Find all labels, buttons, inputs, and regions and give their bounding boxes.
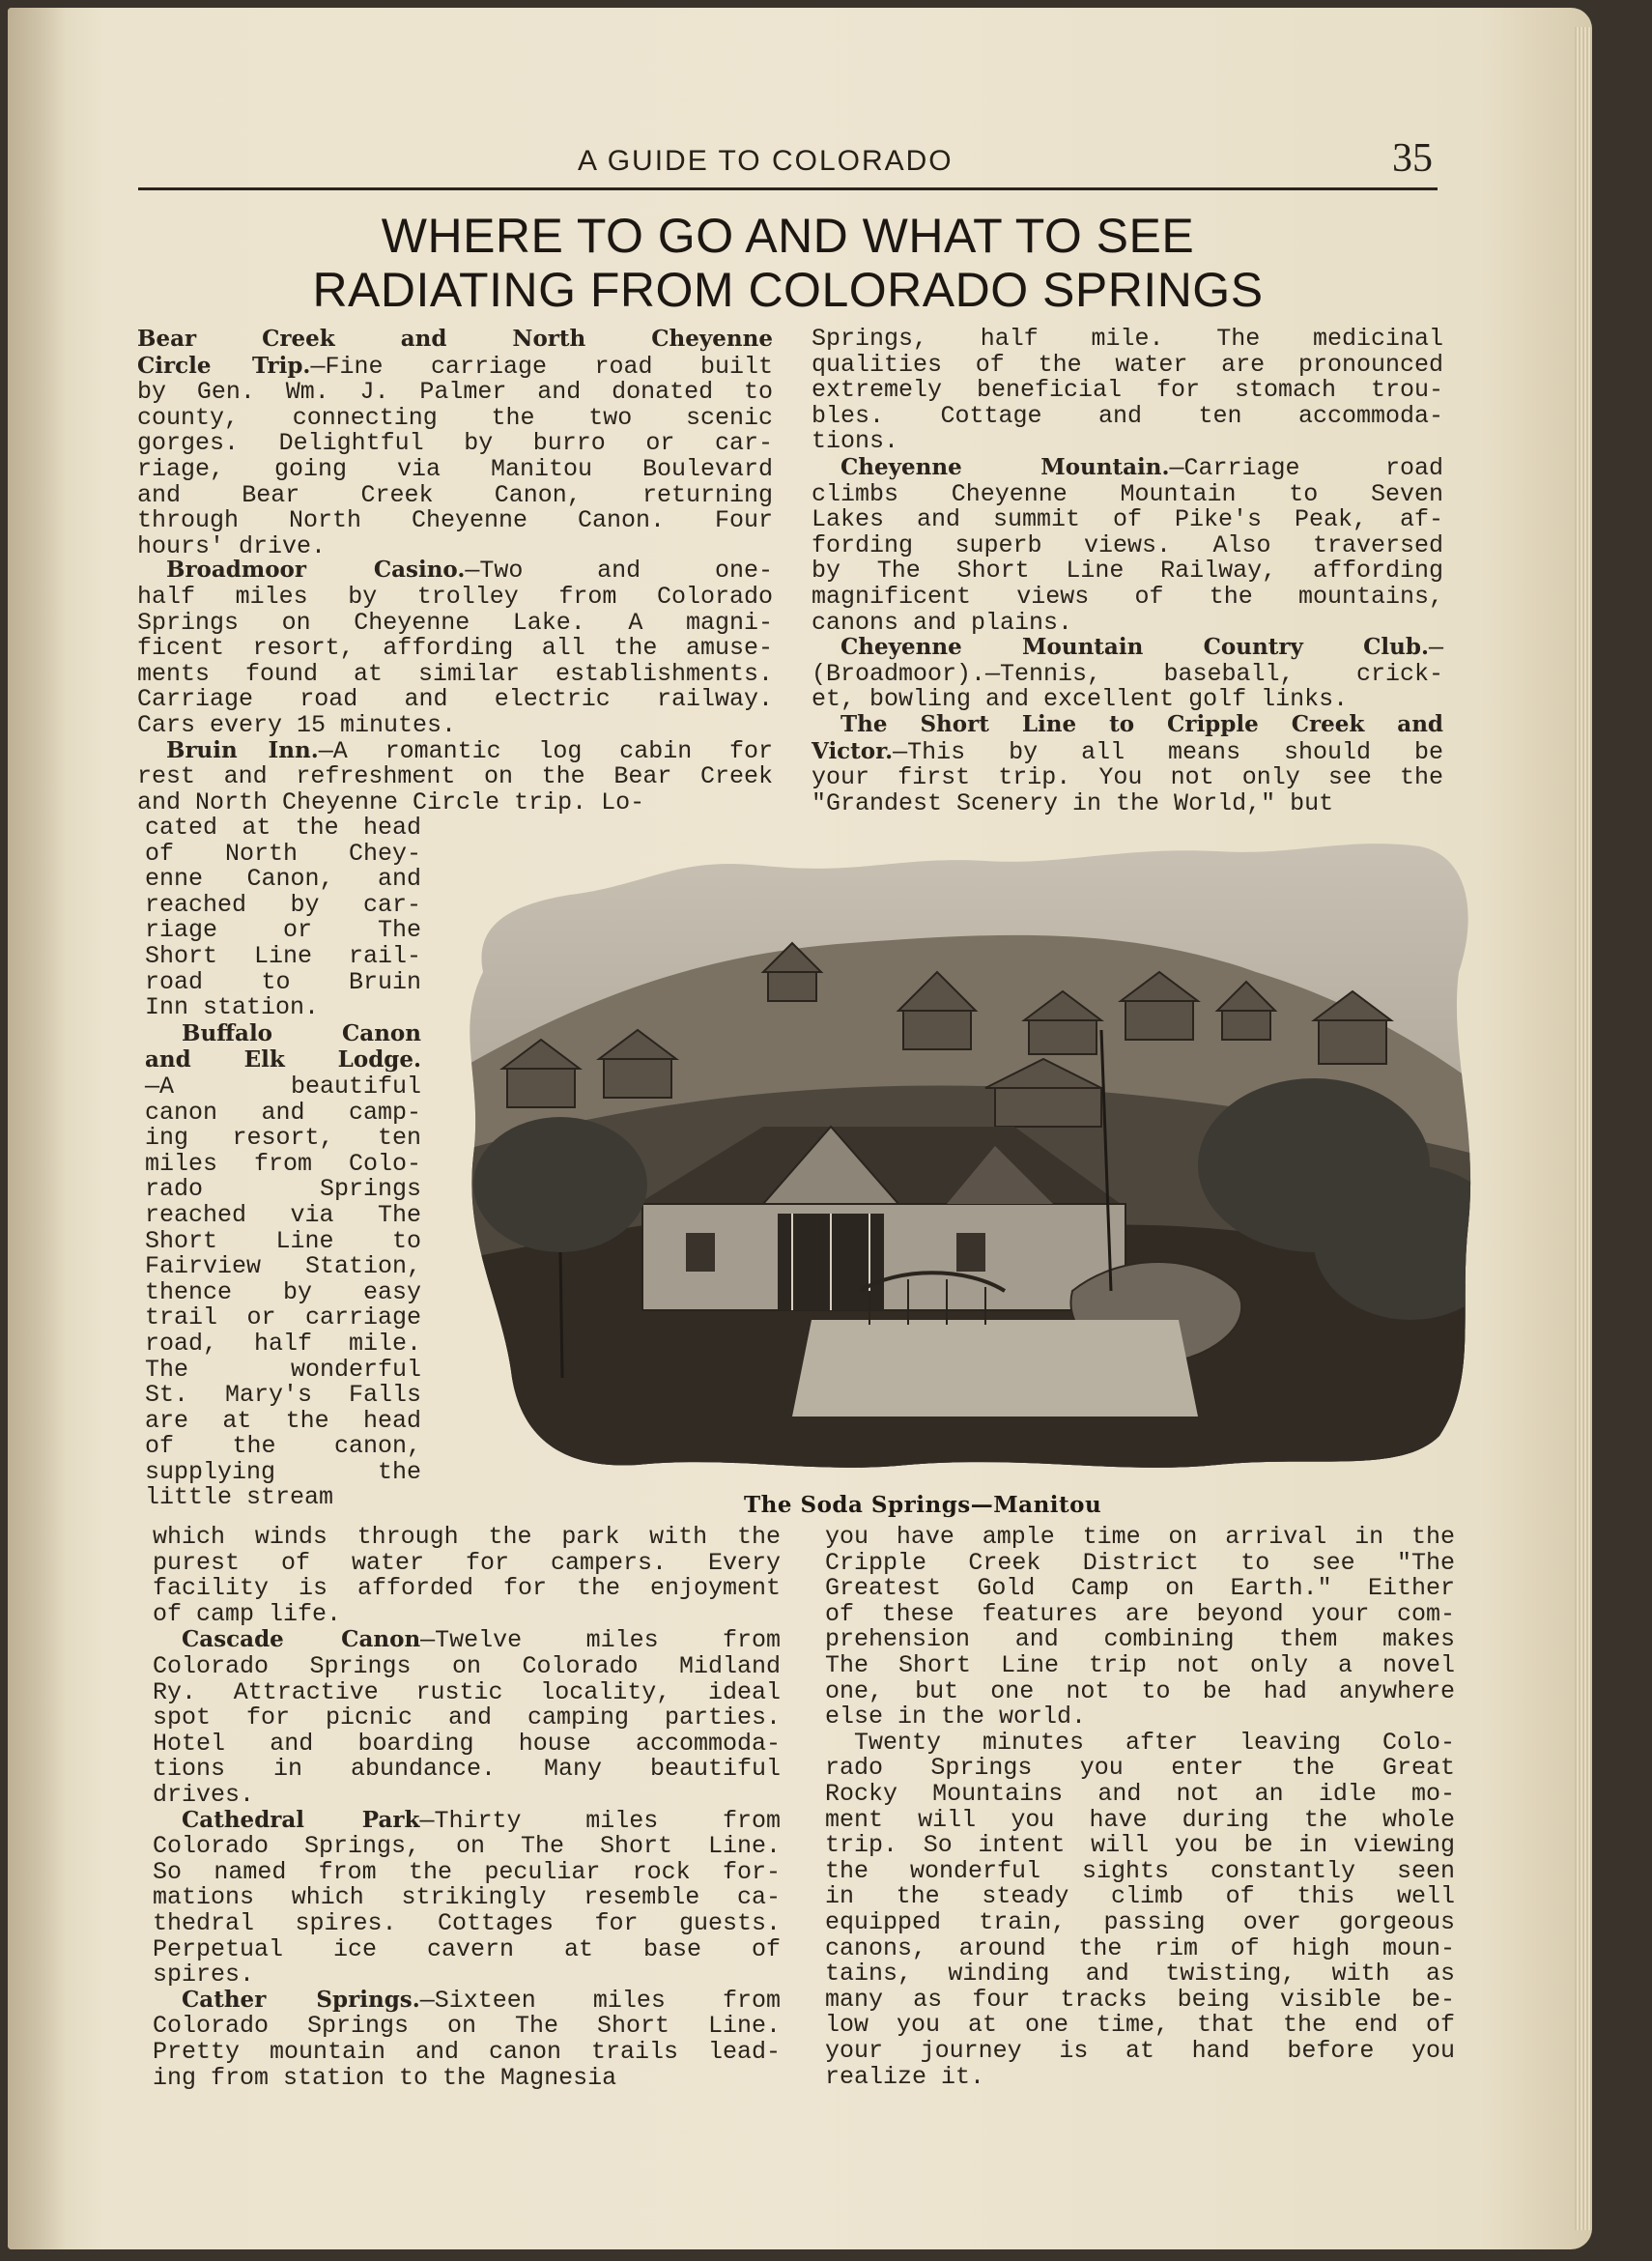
text-line: by The Short Line Railway, affording — [812, 557, 1443, 586]
text-line: Cars every 15 minutes. — [137, 710, 457, 739]
text-line: of camp life. — [153, 1599, 342, 1628]
text-line: fording superb views. Also traversed — [812, 530, 1443, 559]
text-line: the wonderful sights constantly seen — [825, 1856, 1455, 1885]
text-line: road, half mile. — [145, 1329, 421, 1358]
text-line: Ry. Attractive rustic locality, ideal — [153, 1677, 781, 1706]
text-line: thedral spires. Cottages for guests. — [153, 1908, 781, 1937]
soda-springs-photo — [444, 837, 1482, 1474]
paragraph — [153, 1525, 781, 1627]
text-line: Carriage road and electric railway. — [137, 685, 773, 714]
text-line: Cheyenne Mountain Country Club.— — [840, 634, 1443, 663]
paragraph — [137, 327, 773, 559]
text-line: hours' drive. — [137, 531, 327, 560]
text-line: qualities of the water are pronounced — [812, 350, 1443, 379]
text-line: half miles by trolley from Colorado — [137, 582, 773, 611]
text-line: The Short Line trip not only a novel — [825, 1650, 1455, 1679]
text-line: extremely beneficial for stomach trou- — [812, 376, 1443, 405]
text-line: else in the world. — [825, 1703, 1087, 1732]
text-line: Colorado Springs on Colorado Midland — [153, 1651, 781, 1680]
photo-caption: The Soda Springs—Manitou — [744, 1492, 1102, 1518]
paragraph — [153, 1988, 781, 2091]
text-line: et, bowling and excellent golf links. — [812, 685, 1349, 714]
text-line: of these features are beyond your com- — [825, 1599, 1455, 1628]
text-line: "Grandest Scenery in the World," but — [812, 788, 1334, 817]
text-line: tions. — [812, 427, 899, 456]
paragraph — [812, 712, 1443, 816]
paragraph — [153, 1808, 781, 1989]
text-line: supplying the — [145, 1457, 421, 1486]
text-line: Cheyenne Mountain.—Carriage road — [840, 454, 1443, 482]
text-line: Greatest Gold Camp on Earth." Either — [825, 1574, 1455, 1603]
text-line: Bear Creek and North Cheyenne — [137, 326, 773, 352]
text-line: low you at one time, that the end of — [825, 2011, 1455, 2040]
text-line: thence by easy — [145, 1277, 421, 1306]
text-line: riage or The — [145, 916, 421, 945]
text-line: spot for picnic and camping parties. — [153, 1703, 781, 1732]
paragraph — [153, 1627, 781, 1808]
text-line: and Bear Creek Canon, returning — [137, 480, 773, 509]
text-line: canons and plains. — [812, 608, 1073, 637]
text-line: canon and camp- — [145, 1098, 421, 1127]
text-line: enne Canon, and — [145, 865, 421, 894]
text-line: reached via The — [145, 1200, 421, 1229]
text-line: you have ample time on arrival in the — [825, 1523, 1455, 1551]
text-line: Springs, half mile. The medicinal — [812, 325, 1443, 353]
text-line: your first trip. You not only see the — [812, 763, 1443, 792]
text-line: Pretty mountain and canon trails lead- — [153, 2037, 781, 2066]
text-line: Circle Trip.—Fine carriage road built — [137, 352, 773, 381]
text-line: Cripple Creek District to see "The — [825, 1548, 1455, 1577]
page-edges — [1575, 27, 1592, 2230]
paragraph — [812, 455, 1443, 636]
text-line: and North Cheyenne Circle trip. Lo- — [137, 787, 645, 816]
text-line: Springs on Cheyenne Lake. A magni- — [137, 608, 773, 637]
text-line: your journey is at hand before you — [825, 2036, 1455, 2065]
text-line: The Short Line to Cripple Creek and — [840, 711, 1443, 737]
text-line: riage, going via Manitou Boulevard — [137, 454, 773, 483]
text-line: Lakes and summit of Pike's Peak, af- — [812, 505, 1443, 534]
text-line: —A beautiful — [145, 1072, 421, 1101]
header-rule — [138, 187, 1438, 190]
text-line: through North Cheyenne Canon. Four — [137, 506, 773, 535]
text-line: tions in abundance. Many beautiful — [153, 1755, 781, 1784]
text-line: Colorado Springs, on The Short Line. — [153, 1832, 781, 1861]
text-line: Rocky Mountains and not an idle mo- — [825, 1779, 1455, 1808]
text-line: equipped train, passing over gorgeous — [825, 1907, 1455, 1936]
text-line: are at the head — [145, 1406, 421, 1435]
text-line: ing from station to the Magnesia — [153, 2063, 617, 2092]
text-line: spires. — [153, 1960, 255, 1989]
text-line: facility is afforded for the enjoyment — [153, 1574, 781, 1603]
paragraph — [812, 635, 1443, 713]
title-line-1: WHERE TO GO AND WHAT TO SEE — [381, 209, 1195, 263]
text-line: Cathedral Park—Thirty miles from — [182, 1806, 782, 1835]
paragraph — [137, 558, 773, 738]
paragraph — [145, 1021, 421, 1511]
paragraph — [137, 738, 773, 816]
text-line: realize it. — [825, 2062, 985, 2091]
text-line: Inn station. — [145, 993, 320, 1022]
text-line: Bruin Inn.—A romantic log cabin for — [166, 736, 774, 765]
text-line: So named from the peculiar rock for- — [153, 1857, 781, 1886]
text-line: reached by car- — [145, 890, 421, 919]
text-line: ficent resort, affording all the amuse- — [137, 634, 773, 663]
text-line: drives. — [153, 1780, 255, 1809]
paragraph — [825, 1525, 1455, 1731]
paragraph — [812, 327, 1443, 455]
text-line: of North Chey- — [145, 839, 421, 868]
text-line: Colorado Springs on The Short Line. — [153, 2012, 781, 2041]
page-number: 35 — [1392, 136, 1433, 181]
text-line: trail or carriage — [145, 1303, 421, 1332]
text-line: rado Springs — [145, 1175, 421, 1204]
text-line: many as four tracks being visible be- — [825, 1985, 1455, 2014]
page-title — [133, 209, 1442, 317]
text-line: Short Line to — [145, 1226, 421, 1255]
paragraph — [825, 1728, 1455, 2091]
text-line: rado Springs you enter the Great — [825, 1754, 1455, 1783]
text-line: one, but one not to be had anywhere — [825, 1676, 1455, 1705]
text-line: ment will you have during the whole — [825, 1805, 1455, 1834]
text-line: trip. So intent will you be in viewing — [825, 1831, 1455, 1860]
text-line: Broadmoor Casino.—Two and one- — [166, 557, 773, 586]
text-line: miles from Colo- — [145, 1149, 421, 1178]
text-line: canons, around the rim of high moun- — [825, 1933, 1455, 1962]
book-page — [8, 8, 1592, 2249]
text-line: in the steady climb of this well — [825, 1882, 1455, 1911]
text-line: of the canon, — [145, 1432, 421, 1461]
text-line: tains, winding and twisting, with as — [825, 1960, 1455, 1989]
text-line: purest of water for campers. Every — [153, 1548, 781, 1577]
text-line: Hotel and boarding house accommoda- — [153, 1729, 781, 1758]
text-line: cated at the head — [145, 814, 421, 842]
text-line: gorges. Delightful by burro or car- — [137, 429, 773, 458]
text-line: Buffalo Canon — [182, 1019, 421, 1046]
text-line: Victor.—This by all means should be — [812, 737, 1443, 766]
text-line: Cather Springs.—Sixteen miles from — [182, 1986, 781, 2015]
text-line: St. Mary's Falls — [145, 1381, 421, 1410]
text-line: The wonderful — [145, 1355, 421, 1384]
running-head: A GUIDE TO COLORADO — [578, 145, 954, 177]
text-line: which winds through the park with the — [153, 1523, 781, 1551]
paragraph — [145, 816, 421, 1021]
page-spine-shadow — [8, 8, 66, 2249]
text-line: magnificent views of the mountains, — [812, 582, 1443, 611]
text-line: by Gen. Wm. J. Palmer and donated to — [137, 378, 773, 407]
text-line: rest and refreshment on the Bear Creek — [137, 762, 773, 791]
text-line: Fairview Station, — [145, 1252, 421, 1281]
text-line: climbs Cheyenne Mountain to Seven — [812, 479, 1443, 508]
text-line: ments found at similar establishments. — [137, 659, 773, 688]
text-line: Short Line rail- — [145, 941, 421, 970]
text-line: ing resort, ten — [145, 1124, 421, 1153]
text-line: county, connecting the two scenic — [137, 403, 773, 432]
text-line: (Broadmoor).—Tennis, baseball, crick- — [812, 659, 1443, 688]
text-line: Perpetual ice cavern at base of — [153, 1934, 781, 1963]
text-line: mations which strikingly resemble ca- — [153, 1883, 781, 1912]
text-line: little stream — [145, 1483, 334, 1512]
text-line: Twenty minutes after leaving Colo- — [854, 1728, 1455, 1757]
text-line: Cascade Canon—Twelve miles from — [182, 1626, 781, 1655]
title-line-2: RADIATING FROM COLORADO SPRINGS — [312, 263, 1264, 317]
text-line: and Elk Lodge. — [145, 1046, 421, 1073]
text-line: prehension and combining them makes — [825, 1625, 1455, 1654]
text-line: bles. Cottage and ten accommoda- — [812, 401, 1443, 430]
text-line: road to Bruin — [145, 967, 421, 996]
